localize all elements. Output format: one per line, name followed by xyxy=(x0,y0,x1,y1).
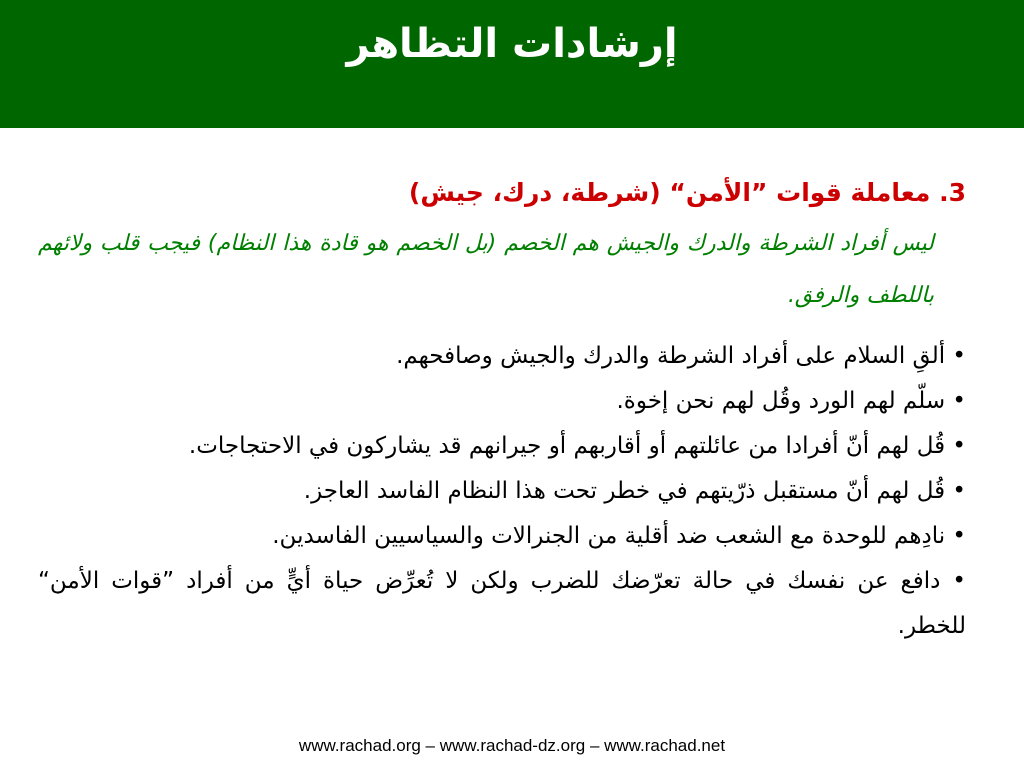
bullet-item: • دافع عن نفسك في حالة تعرّضك للضرب ولكن لا تُعرِّض حياة أيٍّ من أفراد ”قوات الأمن“ للخطر. xyxy=(38,568,966,639)
section-heading xyxy=(38,172,966,214)
section-intro: ليس أفراد الشرطة والدرك والجيش هم الخصم (بل الخصم هو قادة هذا النظام) فيجب قلب ولائهم باللطف والرفق. xyxy=(38,231,934,308)
bullet-list xyxy=(38,334,966,649)
bullet-item: • قُل لهم أنّ مستقبل ذرّيتهم في خطر تحت هذا النظام الفاسد العاجز. xyxy=(303,478,966,504)
section-number: 3. xyxy=(939,178,966,207)
section-heading-text: معاملة قوات ”الأمن“ (شرطة، درك، جيش) xyxy=(408,178,931,207)
bullet-item: • سلّم لهم الورد وقُل لهم نحن إخوة. xyxy=(616,388,966,414)
slide-title: إرشادات التظاهر xyxy=(346,21,678,67)
bullet-item: • ألقِ السلام على أفراد الشرطة والدرك والجيش وصافحهم. xyxy=(396,343,966,369)
slide-content xyxy=(38,172,966,649)
slide-header xyxy=(0,0,1024,128)
bullet-item: • قُل لهم أنّ أفرادا من عائلتهم أو أقاربهم أو جيرانهم قد يشاركون في الاحتجاجات. xyxy=(188,433,966,459)
bullet-item: • نادِهم للوحدة مع الشعب ضد أقلية من الجنرالات والسياسيين الفاسدين. xyxy=(272,523,966,549)
footer-links: www.rachad.org – www.rachad-dz.org – www.rachad.net xyxy=(298,736,726,755)
